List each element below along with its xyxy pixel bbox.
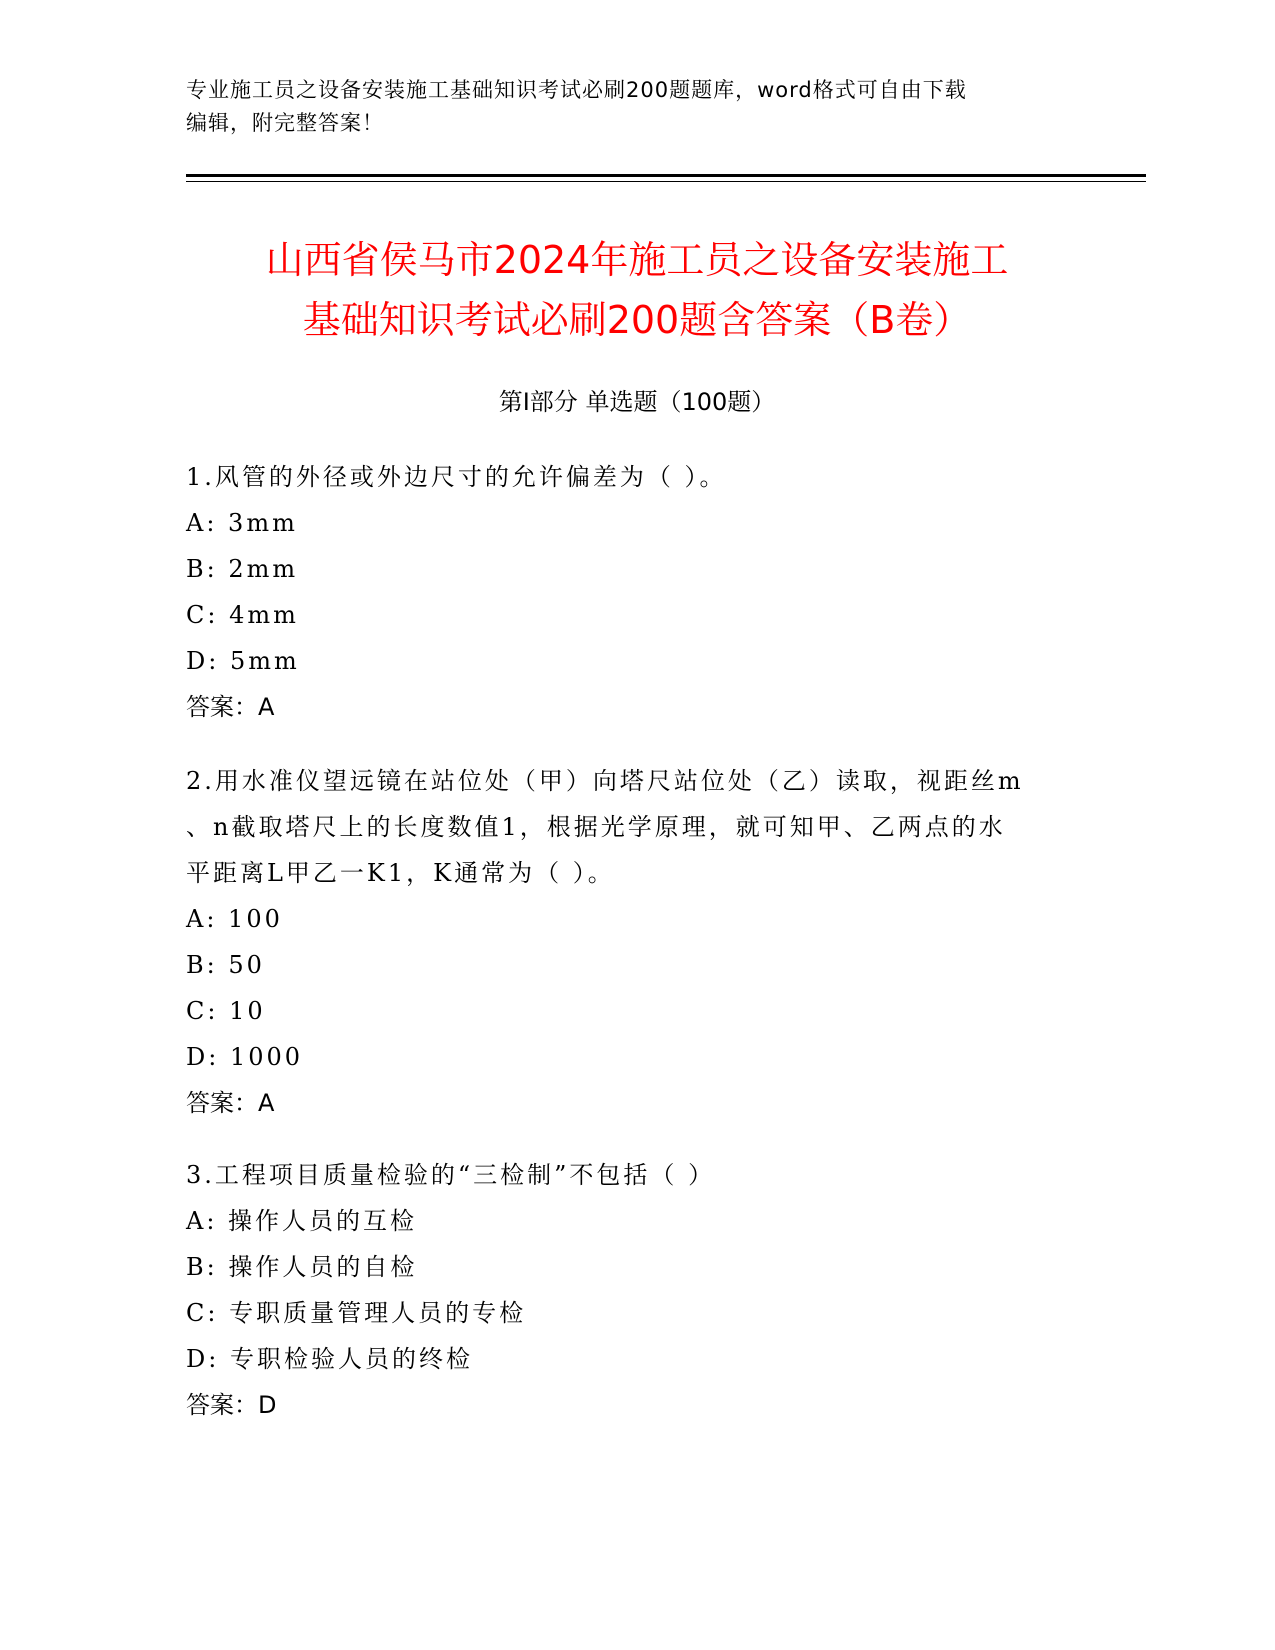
document-title bbox=[186, 230, 1088, 350]
title-line-1: 山西省侯马市2024年施工员之设备安装施工 bbox=[265, 238, 1009, 282]
title-line-2: 基础知识考试必刷200题含答案（B卷） bbox=[302, 298, 972, 342]
option-c: C: 4mm bbox=[186, 601, 299, 629]
question-stem: 3.工程项目质量检验的“三检制”不包括（ ） bbox=[186, 1161, 716, 1189]
header-note-line-2: 编辑，附完整答案！ bbox=[186, 111, 384, 135]
option-b: B: 操作人员的自检 bbox=[186, 1253, 418, 1281]
answer: 答案：A bbox=[186, 693, 275, 721]
question-stem-line-2: 、n截取塔尺上的长度数值1，根据光学原理，就可知甲、乙两点的水 bbox=[186, 813, 1006, 841]
option-b: B: 2mm bbox=[186, 555, 299, 583]
question-2 bbox=[186, 758, 1086, 1126]
header-note-line-1: 专业施工员之设备安装施工基础知识考试必刷200题题库，word格式可自由下载 bbox=[186, 78, 967, 102]
option-c: C: 10 bbox=[186, 997, 266, 1025]
option-a: A: 3mm bbox=[186, 509, 298, 537]
question-stem: 1.风管的外径或外边尺寸的允许偏差为（ ）。 bbox=[186, 463, 727, 491]
option-d: D: 5mm bbox=[186, 647, 300, 675]
header-divider-thin bbox=[186, 181, 1146, 182]
option-a: A: 100 bbox=[186, 905, 283, 933]
question-stem-line-1: 2.用水准仪望远镜在站位处（甲）向塔尺站位处（乙）读取，视距丝m bbox=[186, 767, 1024, 795]
question-stem-line-3: 平距离L甲乙一K1，K通常为（ ）。 bbox=[186, 859, 615, 887]
section-heading: 第Ⅰ部分 单选题（100题） bbox=[498, 388, 776, 416]
option-c: C: 专职质量管理人员的专检 bbox=[186, 1299, 527, 1327]
option-d: D: 1000 bbox=[186, 1043, 304, 1071]
answer: 答案：D bbox=[186, 1391, 277, 1419]
header-divider-thick bbox=[186, 174, 1146, 177]
header-note bbox=[186, 74, 1086, 140]
question-3 bbox=[186, 1152, 1086, 1428]
answer: 答案：A bbox=[186, 1089, 275, 1117]
option-a: A: 操作人员的互检 bbox=[186, 1207, 418, 1235]
question-1 bbox=[186, 454, 1086, 730]
option-d: D: 专职检验人员的终检 bbox=[186, 1345, 473, 1373]
option-b: B: 50 bbox=[186, 951, 265, 979]
